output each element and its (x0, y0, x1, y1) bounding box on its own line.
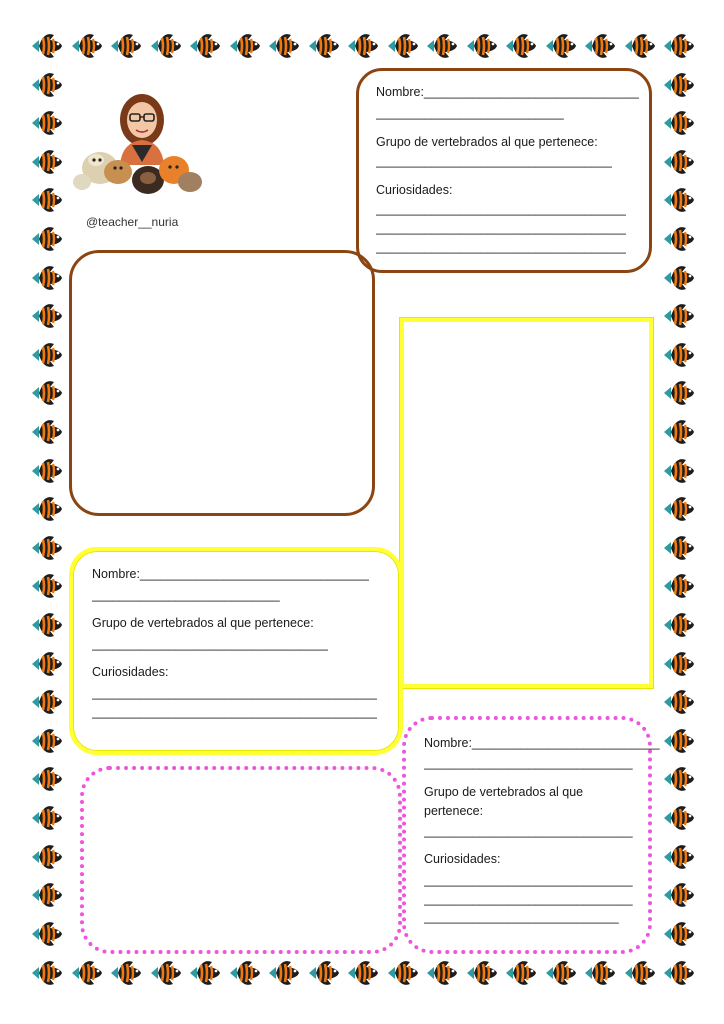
angelfish-icon (662, 70, 696, 100)
picture-box-3[interactable] (80, 766, 402, 954)
angelfish-icon (30, 263, 64, 293)
card2-grupo-line[interactable]: __________________________________ (92, 637, 329, 651)
angelfish-icon (662, 687, 696, 717)
angelfish-icon (544, 958, 578, 988)
angelfish-icon (307, 958, 341, 988)
card1-nombre[interactable]: Nombre:_______________________________ (376, 85, 640, 99)
angelfish-icon (662, 456, 696, 486)
angelfish-icon (30, 726, 64, 756)
angelfish-icon (386, 31, 420, 61)
angelfish-icon (662, 726, 696, 756)
picture-box-2[interactable] (400, 318, 653, 688)
angelfish-icon (465, 31, 499, 61)
angelfish-icon (662, 571, 696, 601)
angelfish-icon (149, 958, 183, 988)
angelfish-icon (30, 533, 64, 563)
angelfish-icon (30, 31, 64, 61)
angelfish-icon (662, 263, 696, 293)
angelfish-icon (109, 31, 143, 61)
card3-curiosidades-label: Curiosidades: (424, 852, 501, 866)
angelfish-icon (662, 340, 696, 370)
angelfish-icon (30, 919, 64, 949)
card1-curiosidades-line-3[interactable]: ____________________________________ (376, 240, 627, 254)
card3-grupo-line[interactable]: ______________________________ (424, 824, 633, 838)
angelfish-icon (30, 649, 64, 679)
angelfish-icon (267, 958, 301, 988)
card1-nombre-line[interactable]: ___________________________ (376, 106, 564, 120)
angelfish-icon (465, 958, 499, 988)
angelfish-icon (662, 842, 696, 872)
card1-grupo-line[interactable]: __________________________________ (376, 154, 613, 168)
angelfish-icon (30, 224, 64, 254)
angelfish-icon (70, 958, 104, 988)
card2-nombre-line[interactable]: ___________________________ (92, 588, 280, 602)
angelfish-icon (662, 417, 696, 447)
angelfish-icon (30, 571, 64, 601)
angelfish-icon (30, 340, 64, 370)
angelfish-icon (30, 301, 64, 331)
card1-curiosidades-line-1[interactable]: ____________________________________ (376, 202, 627, 216)
card3-grupo-label-1: Grupo de vertebrados al que (424, 785, 584, 799)
card3-curiosidades-line-2[interactable]: ______________________________ (424, 892, 633, 906)
card2-nombre[interactable]: Nombre:_________________________________ (92, 567, 370, 581)
angelfish-icon (30, 958, 64, 988)
card2-curiosidades-label: Curiosidades: (92, 665, 169, 679)
angelfish-icon (662, 378, 696, 408)
teacher-avatar (70, 90, 210, 205)
angelfish-icon (662, 31, 696, 61)
angelfish-icon (386, 958, 420, 988)
card2-grupo-label: Grupo de vertebrados al que pertenece: (92, 616, 314, 630)
angelfish-icon (267, 31, 301, 61)
angelfish-icon (662, 108, 696, 138)
credit-handle: @teacher__nuria (86, 215, 179, 229)
angelfish-icon (30, 147, 64, 177)
angelfish-icon (662, 764, 696, 794)
angelfish-icon (30, 108, 64, 138)
angelfish-icon (662, 958, 696, 988)
angelfish-icon (30, 803, 64, 833)
angelfish-icon (30, 610, 64, 640)
angelfish-icon (109, 958, 143, 988)
angelfish-icon (346, 958, 380, 988)
angelfish-icon (662, 301, 696, 331)
angelfish-icon (188, 31, 222, 61)
card1-curiosidades-line-2[interactable]: ____________________________________ (376, 221, 627, 235)
angelfish-icon (30, 70, 64, 100)
angelfish-icon (504, 958, 538, 988)
card3-curiosidades-line-1[interactable]: ______________________________ (424, 873, 633, 887)
angelfish-icon (662, 610, 696, 640)
angelfish-icon (30, 687, 64, 717)
card3-nombre[interactable]: Nombre:___________________________ (424, 736, 660, 750)
angelfish-icon (70, 31, 104, 61)
angelfish-icon (623, 958, 657, 988)
card2-curiosidades-line-1[interactable]: _________________________________________ (92, 686, 378, 700)
angelfish-icon (662, 494, 696, 524)
angelfish-icon (188, 958, 222, 988)
angelfish-icon (662, 880, 696, 910)
angelfish-icon (662, 803, 696, 833)
angelfish-icon (662, 147, 696, 177)
angelfish-icon (30, 842, 64, 872)
card3-grupo-label-2: pertenece: (424, 804, 484, 818)
angelfish-icon (662, 533, 696, 563)
card1-curiosidades-label: Curiosidades: (376, 183, 453, 197)
angelfish-icon (30, 456, 64, 486)
angelfish-icon (30, 494, 64, 524)
angelfish-icon (30, 764, 64, 794)
angelfish-icon (307, 31, 341, 61)
angelfish-icon (149, 31, 183, 61)
angelfish-icon (662, 224, 696, 254)
angelfish-icon (30, 417, 64, 447)
angelfish-icon (504, 31, 538, 61)
angelfish-icon (583, 958, 617, 988)
angelfish-icon (544, 31, 578, 61)
angelfish-icon (228, 958, 262, 988)
angelfish-icon (662, 185, 696, 215)
angelfish-icon (346, 31, 380, 61)
angelfish-icon (583, 31, 617, 61)
angelfish-icon (228, 31, 262, 61)
angelfish-icon (662, 649, 696, 679)
angelfish-icon (662, 919, 696, 949)
card3-curiosidades-line-3[interactable]: ____________________________ (424, 910, 619, 924)
angelfish-icon (425, 31, 459, 61)
angelfish-icon (623, 31, 657, 61)
card2-curiosidades-line-2[interactable]: _________________________________________ (92, 705, 378, 719)
card1-grupo-label: Grupo de vertebrados al que pertenece: (376, 135, 598, 149)
angelfish-icon (30, 185, 64, 215)
picture-box-1[interactable] (69, 250, 375, 516)
card3-nombre-line[interactable]: ______________________________ (424, 756, 633, 770)
angelfish-icon (30, 378, 64, 408)
angelfish-icon (30, 880, 64, 910)
teacher-avatar-icon (70, 90, 210, 205)
angelfish-icon (425, 958, 459, 988)
